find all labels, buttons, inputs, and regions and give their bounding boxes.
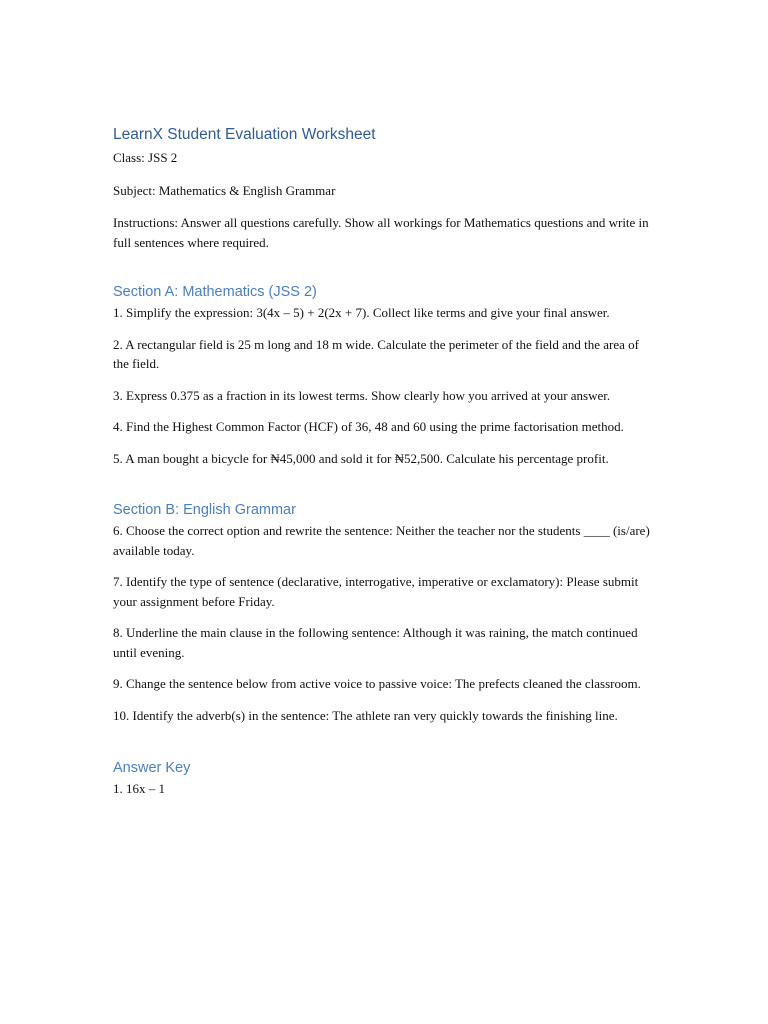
class-line: Class: JSS 2: [113, 150, 178, 165]
question-8: 8. Underline the main clause in the following sentence: Although it was raining, the match continued until evening.: [113, 625, 638, 660]
worksheet-page: [113, 124, 658, 799]
question-10: 10. Identify the adverb(s) in the sentence: The athlete ran very quickly towards the finishing line.: [113, 707, 618, 723]
question-9: 9. Change the sentence below from active voice to passive voice: The prefects cleaned the classroom.: [113, 676, 641, 691]
question-3: 3. Express 0.375 as a fraction in its lowest terms. Show clearly how you arrived at your answer.: [113, 387, 611, 403]
instructions-text: Instructions: Answer all questions carefully. Show all workings for Mathematics questions and write in full sentences where required.: [113, 215, 649, 250]
answer-key-heading: Answer Key: [113, 760, 191, 776]
subject-line: Subject: Mathematics & English Grammar: [113, 182, 336, 198]
section-a-heading: Section A: Mathematics (JSS 2): [113, 284, 317, 300]
question-2: 2. A rectangular field is 25 m long and 18 m wide. Calculate the perimeter of the field and the area of the field.: [113, 336, 639, 371]
question-4: 4. Find the Highest Common Factor (HCF) of 36, 48 and 60 using the prime factorisation method.: [113, 419, 624, 434]
section-b-heading: Section B: English Grammar: [113, 502, 296, 518]
answer-1: 1. 16x – 1: [113, 781, 165, 796]
question-6: 6. Choose the correct option and rewrite the sentence: Neither the teacher nor the students ____ (is/are) available today.: [113, 523, 650, 558]
question-7: 7. Identify the type of sentence (declarative, interrogative, imperative or exclamatory): Please submit your assignment before Friday.: [113, 574, 639, 609]
question-1: 1. Simplify the expression: 3(4x – 5) + 2(2x + 7). Collect like terms and give your final answer.: [113, 305, 610, 320]
question-5: 5. A man bought a bicycle for ₦45,000 and sold it for ₦52,500. Calculate his percentage profit.: [113, 450, 609, 466]
document-title: LearnX Student Evaluation Worksheet: [113, 126, 376, 143]
